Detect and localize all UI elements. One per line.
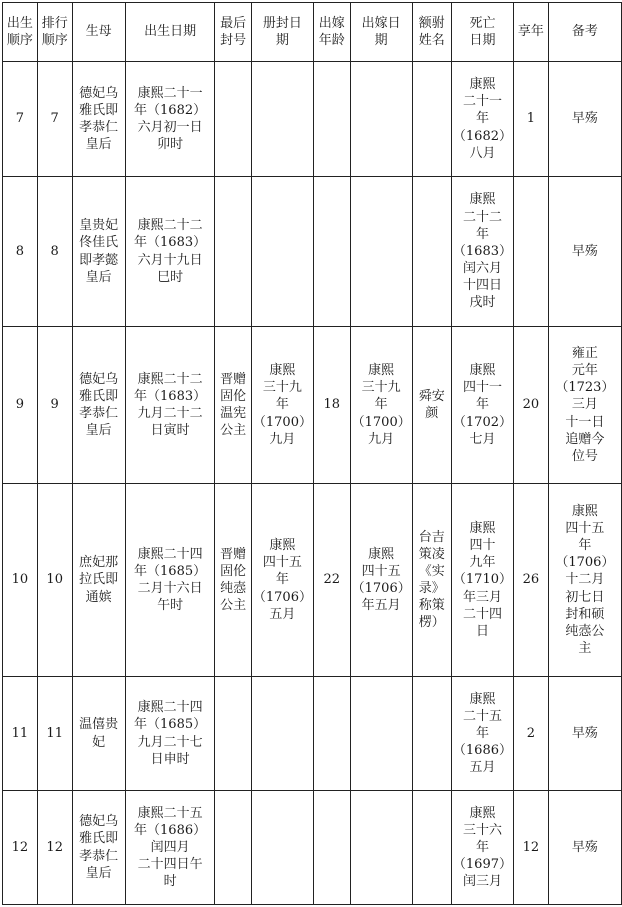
cell-age-at-death: 26 [514, 484, 549, 677]
cell-remarks: 康熙 四十五 年 （1706） 十二月 初七日 封和硕 纯悫公 主 [548, 484, 621, 677]
cell-mother: 德妃乌 雅氏即 孝恭仁 皇后 [72, 791, 125, 905]
cell-marriage-age [313, 791, 350, 905]
cell-death-date: 康熙 二十二 年 （1683） 闰六月 十四日 戌时 [451, 177, 513, 327]
cell-birth-date: 康熙二十二 年（1683） 六月十九日 巳时 [125, 177, 215, 327]
cell-consort-name [412, 177, 451, 327]
cell-death-date: 康熙 四十 九年 （1710） 年三月 二十四 日 [451, 484, 513, 677]
header-birth-date: 出生日期 [125, 3, 215, 62]
cell-death-date: 康熙 二十五 年 （1686） 五月 [451, 677, 513, 791]
cell-final-title: 晋赠 固伦 纯悫 公主 [215, 484, 251, 677]
cell-age-at-death: 12 [514, 791, 549, 905]
cell-remarks: 早殇 [548, 791, 621, 905]
cell-marriage-date [350, 677, 412, 791]
cell-age-at-death [514, 177, 549, 327]
cell-age-at-death: 2 [514, 677, 549, 791]
cell-marriage-date [350, 791, 412, 905]
cell-birth-order: 8 [3, 177, 38, 327]
cell-mother: 德妃乌 雅氏即 孝恭仁 皇后 [72, 62, 125, 177]
cell-final-title [215, 177, 251, 327]
cell-marriage-date: 康熙 四十五 （1706） 年五月 [350, 484, 412, 677]
cell-birth-date: 康熙二十二 年（1683） 九月二十二 日寅时 [125, 327, 215, 484]
cell-marriage-age: 22 [313, 484, 350, 677]
cell-age-at-death: 20 [514, 327, 549, 484]
cell-mother: 温僖贵 妃 [72, 677, 125, 791]
cell-rank-order: 11 [37, 677, 72, 791]
cell-mother: 庶妃那 拉氏即 通嫔 [72, 484, 125, 677]
cell-consort-name: 舜安 颜 [412, 327, 451, 484]
cell-rank-order: 12 [37, 791, 72, 905]
cell-marriage-age [313, 677, 350, 791]
cell-mother: 德妃乌 雅氏即 孝恭仁 皇后 [72, 327, 125, 484]
cell-birth-order: 12 [3, 791, 38, 905]
cell-death-date: 康熙 二十一 年 （1682） 八月 [451, 62, 513, 177]
header-final-title: 最后 封号 [215, 3, 251, 62]
cell-marriage-age [313, 177, 350, 327]
cell-conferral-date [251, 62, 313, 177]
cell-marriage-age [313, 62, 350, 177]
table-row [3, 791, 622, 905]
kangxi-daughters-table [2, 2, 622, 905]
cell-death-date: 康熙 四十一 年 （1702） 七月 [451, 327, 513, 484]
cell-conferral-date [251, 791, 313, 905]
cell-remarks: 早殇 [548, 677, 621, 791]
cell-conferral-date: 康熙 四十五 年 （1706） 五月 [251, 484, 313, 677]
cell-mother: 皇贵妃 佟佳氏 即孝懿 皇后 [72, 177, 125, 327]
cell-birth-order: 10 [3, 484, 38, 677]
header-conferral-date: 册封日 期 [251, 3, 313, 62]
cell-birth-order: 9 [3, 327, 38, 484]
cell-conferral-date: 康熙 三十九 年 （1700） 九月 [251, 327, 313, 484]
cell-birth-date: 康熙二十四 年（1685） 二月十六日 午时 [125, 484, 215, 677]
cell-consort-name: 台吉 策凌 《实 录》 称策 楞） [412, 484, 451, 677]
cell-conferral-date [251, 177, 313, 327]
header-rank-order: 排行 顺序 [37, 3, 72, 62]
cell-death-date: 康熙 三十六 年 （1697） 闰三月 [451, 791, 513, 905]
cell-rank-order: 10 [37, 484, 72, 677]
cell-final-title [215, 677, 251, 791]
table-row [3, 677, 622, 791]
cell-consort-name [412, 677, 451, 791]
cell-birth-date: 康熙二十一 年（1682） 六月初一日 卯时 [125, 62, 215, 177]
cell-age-at-death: 1 [514, 62, 549, 177]
header-death-date: 死亡 日期 [451, 3, 513, 62]
header-row [3, 3, 622, 62]
table-row [3, 62, 622, 177]
cell-marriage-age: 18 [313, 327, 350, 484]
cell-marriage-date [350, 62, 412, 177]
table-row [3, 484, 622, 677]
header-mother: 生母 [72, 3, 125, 62]
cell-remarks: 早殇 [548, 62, 621, 177]
cell-rank-order: 8 [37, 177, 72, 327]
cell-consort-name [412, 62, 451, 177]
cell-rank-order: 7 [37, 62, 72, 177]
cell-final-title [215, 62, 251, 177]
cell-final-title: 晋赠 固伦 温宪 公主 [215, 327, 251, 484]
table-row [3, 327, 622, 484]
header-age-at-death: 享年 [514, 3, 549, 62]
cell-remarks: 早殇 [548, 177, 621, 327]
table-row [3, 177, 622, 327]
header-marriage-date: 出嫁日 期 [350, 3, 412, 62]
cell-remarks: 雍正 元年 （1723） 三月 十一日 追赠今 位号 [548, 327, 621, 484]
cell-rank-order: 9 [37, 327, 72, 484]
cell-consort-name [412, 791, 451, 905]
header-remarks: 备考 [548, 3, 621, 62]
cell-birth-date: 康熙二十四 年（1685） 九月二十七 日申时 [125, 677, 215, 791]
cell-birth-order: 11 [3, 677, 38, 791]
cell-marriage-date [350, 177, 412, 327]
header-marriage-age: 出嫁 年龄 [313, 3, 350, 62]
cell-final-title [215, 791, 251, 905]
cell-birth-date: 康熙二十五 年（1686） 闰四月 二十四日午 时 [125, 791, 215, 905]
cell-marriage-date: 康熙 三十九 年 （1700） 九月 [350, 327, 412, 484]
header-birth-order: 出生 顺序 [3, 3, 38, 62]
cell-conferral-date [251, 677, 313, 791]
header-consort-name: 额驸 姓名 [412, 3, 451, 62]
cell-birth-order: 7 [3, 62, 38, 177]
